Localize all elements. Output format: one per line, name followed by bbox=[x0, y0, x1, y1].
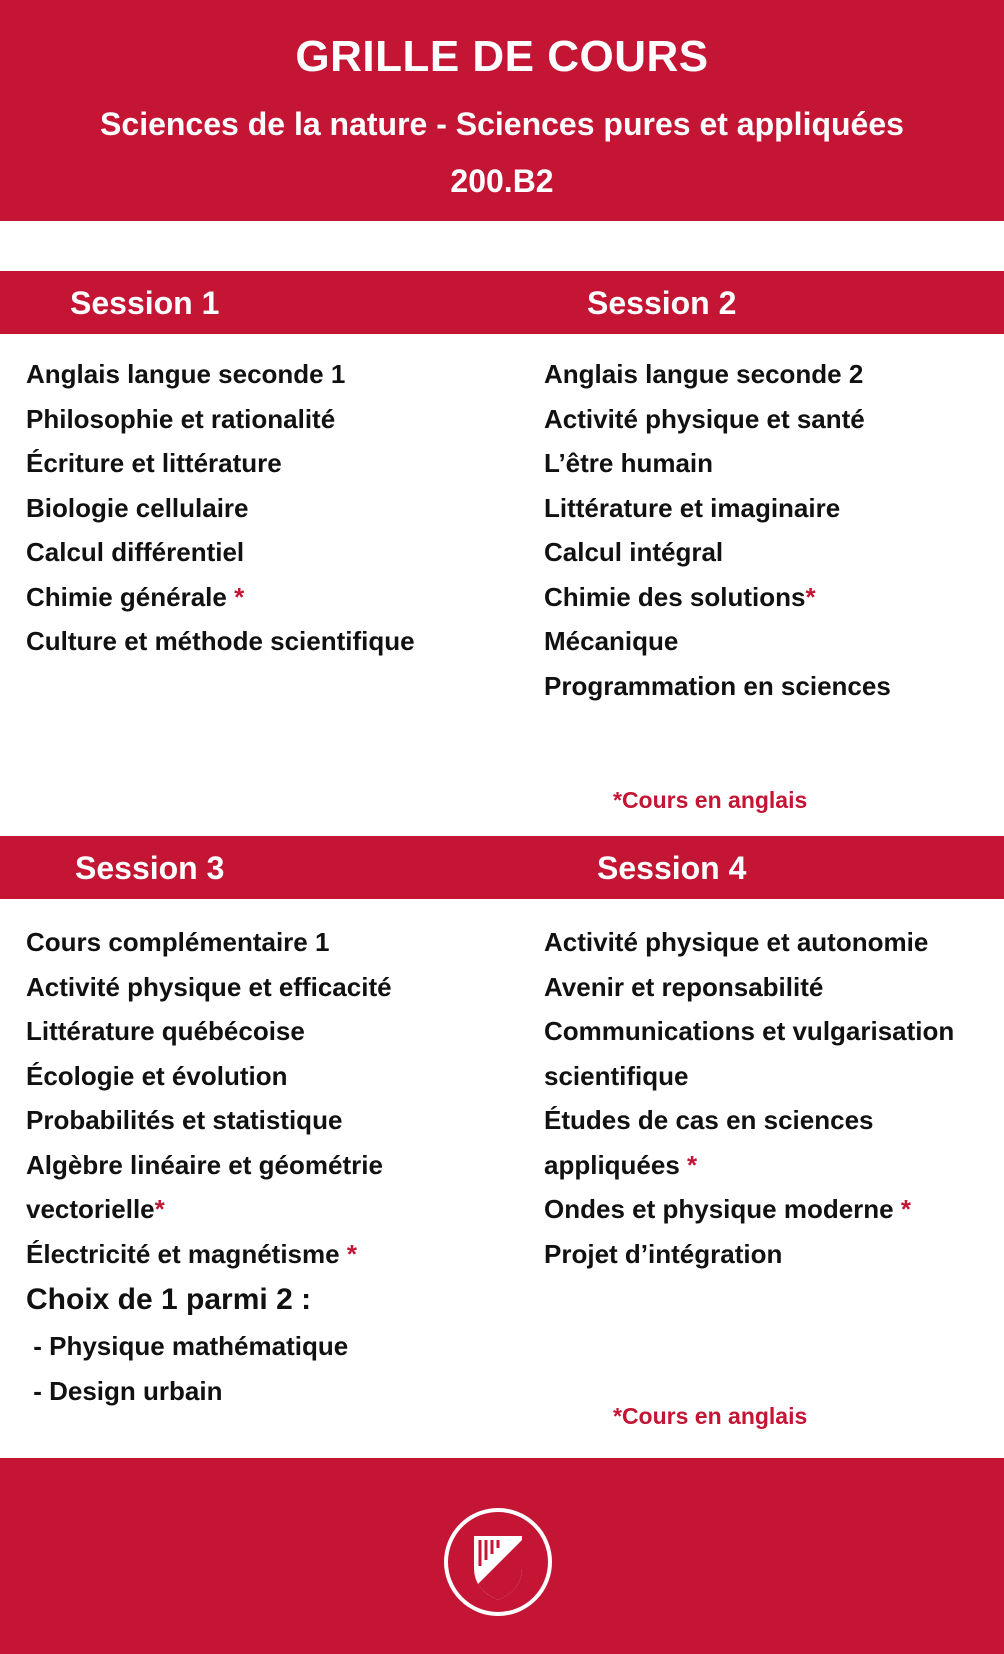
course-item: Anglais langue seconde 1 bbox=[26, 359, 346, 389]
session-2-heading: Session 2 bbox=[587, 285, 737, 321]
course-item: Chimie générale * bbox=[26, 581, 245, 612]
course-item: Cours complémentaire 1 bbox=[26, 927, 330, 957]
english-course-asterisk: * bbox=[805, 581, 816, 612]
course-item-continued: appliquées * bbox=[544, 1149, 698, 1180]
session-3-heading: Session 3 bbox=[75, 850, 225, 886]
course-item: Algèbre linéaire et géométrie bbox=[26, 1149, 383, 1180]
english-course-note: *Cours en anglais bbox=[613, 1403, 808, 1429]
english-course-asterisk: * bbox=[154, 1194, 165, 1224]
course-item: Activité physique et efficacité bbox=[26, 971, 392, 1002]
page-title: GRILLE DE COURS bbox=[295, 32, 709, 81]
course-item-continued: scientifique bbox=[544, 1060, 689, 1091]
course-item: Communications et vulgarisation bbox=[544, 1016, 955, 1046]
elective-option: - Physique mathématique bbox=[26, 1331, 349, 1361]
course-item: Programmation en sciences bbox=[544, 670, 891, 701]
course-item-continued: vectorielle* bbox=[26, 1194, 165, 1224]
course-item: Littérature québécoise bbox=[26, 1016, 305, 1046]
course-item: Écologie et évolution bbox=[26, 1060, 288, 1091]
english-course-asterisk: * bbox=[900, 1194, 911, 1224]
course-item: Ondes et physique moderne * bbox=[544, 1194, 911, 1224]
course-item: Probabilités et statistique bbox=[26, 1105, 343, 1135]
course-item: Avenir et reponsabilité bbox=[544, 971, 824, 1002]
course-item: L’être humain bbox=[544, 448, 714, 478]
course-item: Études de cas en sciences bbox=[544, 1105, 874, 1135]
course-item: Calcul différentiel bbox=[26, 537, 245, 567]
session-4-course-list bbox=[544, 920, 954, 1276]
course-item: Mécanique bbox=[544, 626, 679, 656]
course-item: Projet d’intégration bbox=[544, 1238, 783, 1269]
english-course-asterisk: * bbox=[346, 1238, 357, 1269]
english-course-asterisk: * bbox=[234, 581, 245, 612]
course-item: Anglais langue seconde 2 bbox=[544, 359, 864, 389]
program-code: 200.B2 bbox=[450, 163, 554, 199]
course-item: Électricité et magnétisme * bbox=[26, 1238, 357, 1269]
elective-option: - Design urbain bbox=[26, 1375, 223, 1406]
course-item: Culture et méthode scientifique bbox=[26, 626, 415, 656]
session-1-heading: Session 1 bbox=[70, 285, 220, 321]
course-item: Philosophie et rationalité bbox=[26, 403, 336, 434]
session-band-bottom bbox=[0, 836, 1004, 899]
session-band-top bbox=[0, 271, 1004, 334]
english-course-asterisk: * bbox=[687, 1149, 698, 1180]
elective-choice-title: Choix de 1 parmi 2 : bbox=[26, 1283, 312, 1316]
english-course-note: *Cours en anglais bbox=[613, 787, 808, 813]
header-banner bbox=[0, 0, 1004, 221]
course-item: Calcul intégral bbox=[544, 537, 724, 567]
course-item: Écriture et littérature bbox=[26, 448, 282, 478]
session-3-course-list bbox=[26, 920, 392, 1413]
course-item: Biologie cellulaire bbox=[26, 492, 249, 523]
program-name: Sciences de la nature - Sciences pures et appliquées bbox=[100, 106, 904, 142]
session-4-heading: Session 4 bbox=[597, 850, 747, 886]
course-item: Littérature et imaginaire bbox=[544, 492, 841, 523]
course-item: Activité physique et santé bbox=[544, 403, 865, 434]
session-1-course-list bbox=[26, 352, 415, 664]
shield-logo-icon bbox=[442, 1506, 554, 1618]
course-item: Activité physique et autonomie bbox=[544, 927, 929, 957]
course-item: Chimie des solutions* bbox=[544, 581, 816, 612]
session-2-course-list bbox=[544, 352, 891, 708]
